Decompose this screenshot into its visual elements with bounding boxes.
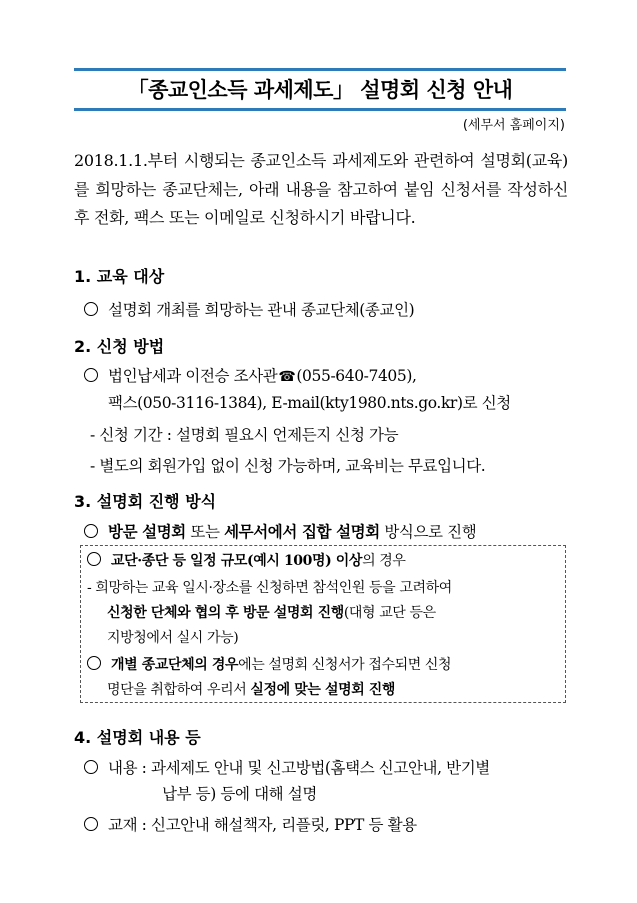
box-line-2: - 희망하는 교육 일시·장소를 신청하면 참석인원 등을 고려하여 (87, 580, 452, 596)
section-2-sub-2: - 별도의 회원가입 없이 신청 가능하며, 교육비는 무료입니다. (90, 457, 486, 475)
section-2-item-cont: 팩스(050-3116-1384), E-mail(kty1980.nts.go.kr)로 신청 (108, 394, 511, 412)
box-line-6: 명단을 취합하여 우리서 실정에 맞는 설명회 진행 (107, 682, 396, 698)
method-detail-box (80, 545, 566, 703)
circle-bullet-icon (84, 760, 98, 774)
circle-bullet-icon (84, 524, 98, 538)
circle-bullet-icon (84, 817, 98, 831)
section-2-heading: 2. 신청 방법 (74, 337, 165, 356)
circle-bullet-icon (87, 552, 101, 566)
section-2-sub-1: - 신청 기간 : 설명회 필요시 언제든지 신청 가능 (90, 426, 399, 444)
box-line-5: 개별 종교단체의 경우에는 설명회 신청서가 접수되면 신청 (87, 654, 451, 674)
intro-paragraph: 2018.1.1.부터 시행되는 종교인소득 과세제도와 관련하여 설명회(교육)를 희망하는 종교단체는, 아래 내용을 참고하여 붙임 신청서를 작성하신 후 전화, 팩스 또는 이메일로 신청하시기 바랍니다. (74, 151, 568, 227)
section-4-item-1-cont: 납부 등) 등에 대해 설명 (162, 785, 317, 803)
section-4-heading: 4. 설명회 내용 등 (74, 728, 201, 747)
box-line-3: 신청한 단체와 협의 후 방문 설명회 진행(대형 교단 등은 (107, 605, 436, 621)
box-line-1: 교단·종단 등 일정 규모(예시 100명) 이상의 경우 (87, 550, 406, 570)
section-1-item: 설명회 개최를 희망하는 관내 종교단체(종교인) (84, 298, 414, 320)
section-4-item-1: 내용 : 과세제도 안내 및 신고방법(홈택스 신고안내, 반기별 (84, 756, 490, 778)
page-title: 「종교인소득 과세제도」 설명회 신청 안내 (127, 78, 513, 102)
circle-bullet-icon (87, 656, 101, 670)
section-3-item: 방문 설명회 또는 세무서에서 집합 설명회 방식으로 진행 (84, 520, 476, 542)
box-line-4: 지방청에서 실시 가능) (107, 630, 239, 646)
section-3-heading: 3. 설명회 진행 방식 (74, 492, 217, 511)
title-top-rule (74, 68, 566, 71)
title-bottom-rule (74, 108, 566, 111)
circle-bullet-icon (84, 302, 98, 316)
source-note: (세무서 홈페이지) (462, 118, 565, 133)
section-4-item-2: 교재 : 신고안내 해설책자, 리플릿, PPT 등 활용 (84, 813, 417, 835)
circle-bullet-icon (84, 368, 98, 382)
section-1-heading: 1. 교육 대상 (74, 267, 165, 286)
section-2-item: 법인납세과 이전승 조사관☎(055-640-7405), (84, 364, 417, 386)
phone-icon: ☎ (278, 369, 296, 385)
